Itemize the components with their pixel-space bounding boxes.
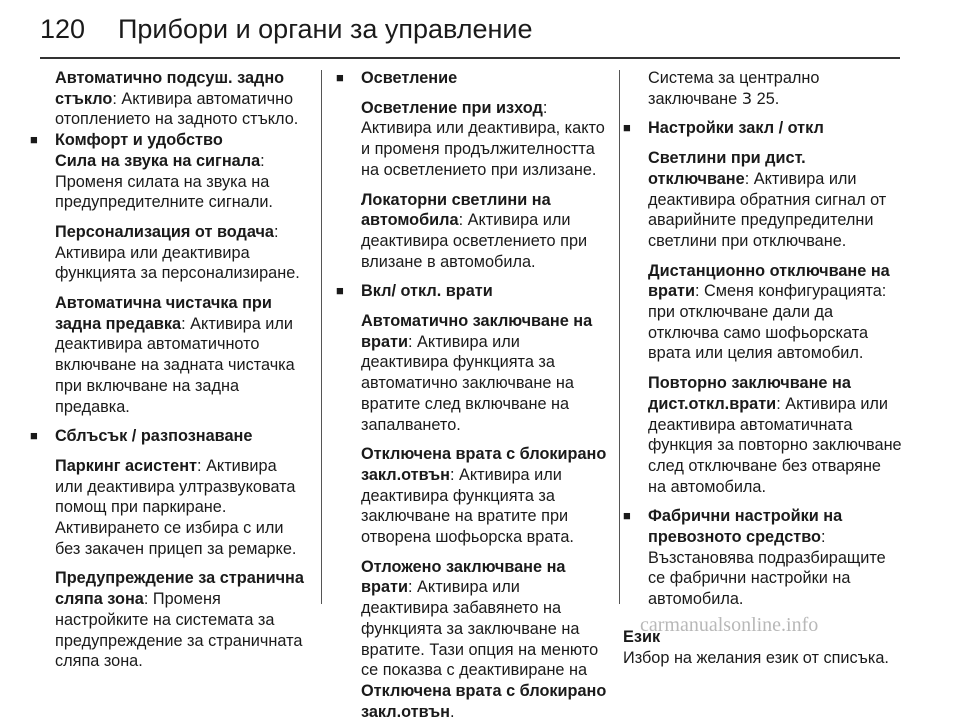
cross-reference-arrow-icon: 3 [741, 88, 753, 108]
column-2 [336, 68, 608, 722]
column-divider [619, 70, 620, 604]
section-title: Вкл/ откл. врати [361, 282, 493, 301]
paragraph: Паркинг асистент: Активира или деактивира ултразвуковата помощ при паркиране. Активирането се избира с или без закачен прицеп за ремарке. [55, 456, 297, 558]
bullet-icon: ■ [623, 120, 631, 136]
bullet-icon: ■ [30, 428, 38, 444]
paragraph: Отложено заключване на врати: Активира или деактивира забавянето на функцията за заключване на вратите. Тази опция на менюто се показва с деактивиране на Отключена врата с блокирано закл.отвън. [361, 557, 607, 721]
column-3 [623, 68, 903, 668]
bullet-icon: ■ [336, 70, 344, 85]
paragraph: Система за централно заключване 3 25. [648, 69, 820, 108]
paragraph: Повторно заключване на дист.откл.врати: Активира или деактивира автоматичната функция за повторно заключване след отключване без отваряне на автомобила. [648, 374, 902, 496]
column-divider [321, 70, 322, 604]
paragraph: Персонализация от водача: Активира или деактивира функцията за персонализиране. [55, 222, 300, 283]
paragraph: Светлини при дист. отключване: Активира или деактивира обратния сигнал от аварийните предупредителни светлини при отключване. [648, 149, 887, 250]
section-title: Осветление [361, 69, 458, 87]
section-title: Сблъсък / разпознаване [55, 427, 253, 446]
paragraph: Дистанционно отключване на врати: Сменя конфигурацията: при отключване дали да отключва само шофьорската врата или целия автомобил. [648, 261, 890, 363]
paragraph: Сила на звука на сигнала: Променя силата на звука на предупредителните сигнали. [55, 151, 273, 212]
bullet-icon: ■ [30, 132, 38, 148]
page-title: Прибори и органи за управление [118, 14, 533, 44]
paragraph: Осветление при изход: Активира или деактивира, както и променя продължителността на осветлението при излизане. [361, 98, 605, 179]
section-title: Настройки закл / откл [648, 119, 824, 138]
list-item [30, 426, 308, 672]
watermark: carmanualsonline.info [640, 614, 819, 636]
page-header [0, 0, 960, 58]
paragraph: Фабрични настройки на превозното средство: Възстановява подразбиращите се фабрични настройки на автомобила. [648, 507, 886, 609]
list-item [336, 68, 608, 272]
paragraph: Автоматична чистачка при задна предавка: Активира или деактивира автоматичното включване на задната чистачка при включване на задна предавка. [55, 294, 295, 416]
list-item [623, 506, 903, 610]
paragraph: Избор на желания език от списъка. [623, 648, 889, 667]
section-title: Комфорт и удобство [55, 131, 223, 150]
bullet-icon: ■ [336, 283, 344, 299]
paragraph: Автоматично подсуш. задно стъкло: Активира автоматично отоплението на задното стъкло. [55, 69, 299, 129]
paragraph: Отключена врата с блокирано закл.отвън: Активира или деактивира функцията за заключване на вратите при отворена шофьорска врата. [361, 445, 607, 547]
page-number: 120 [40, 14, 86, 44]
column-1 [30, 68, 308, 672]
paragraph: Автоматично заключване на врати: Активира или деактивира функцията за автоматично заключване на вратите след включване на запалването. [361, 312, 593, 434]
header-rule [40, 57, 900, 59]
bullet-icon: ■ [623, 508, 631, 524]
paragraph: Локаторни светлини на автомобила: Активира или деактивира осветлението при влизане в автомобила. [361, 190, 588, 271]
list-item [623, 118, 903, 497]
list-item [30, 130, 308, 417]
section-title: Език [623, 627, 661, 646]
list-item [336, 281, 608, 722]
paragraph: Предупреждение за странична сляпа зона: Променя настройките на системата за предупреждение за страничната сляпа зона. [55, 569, 304, 671]
